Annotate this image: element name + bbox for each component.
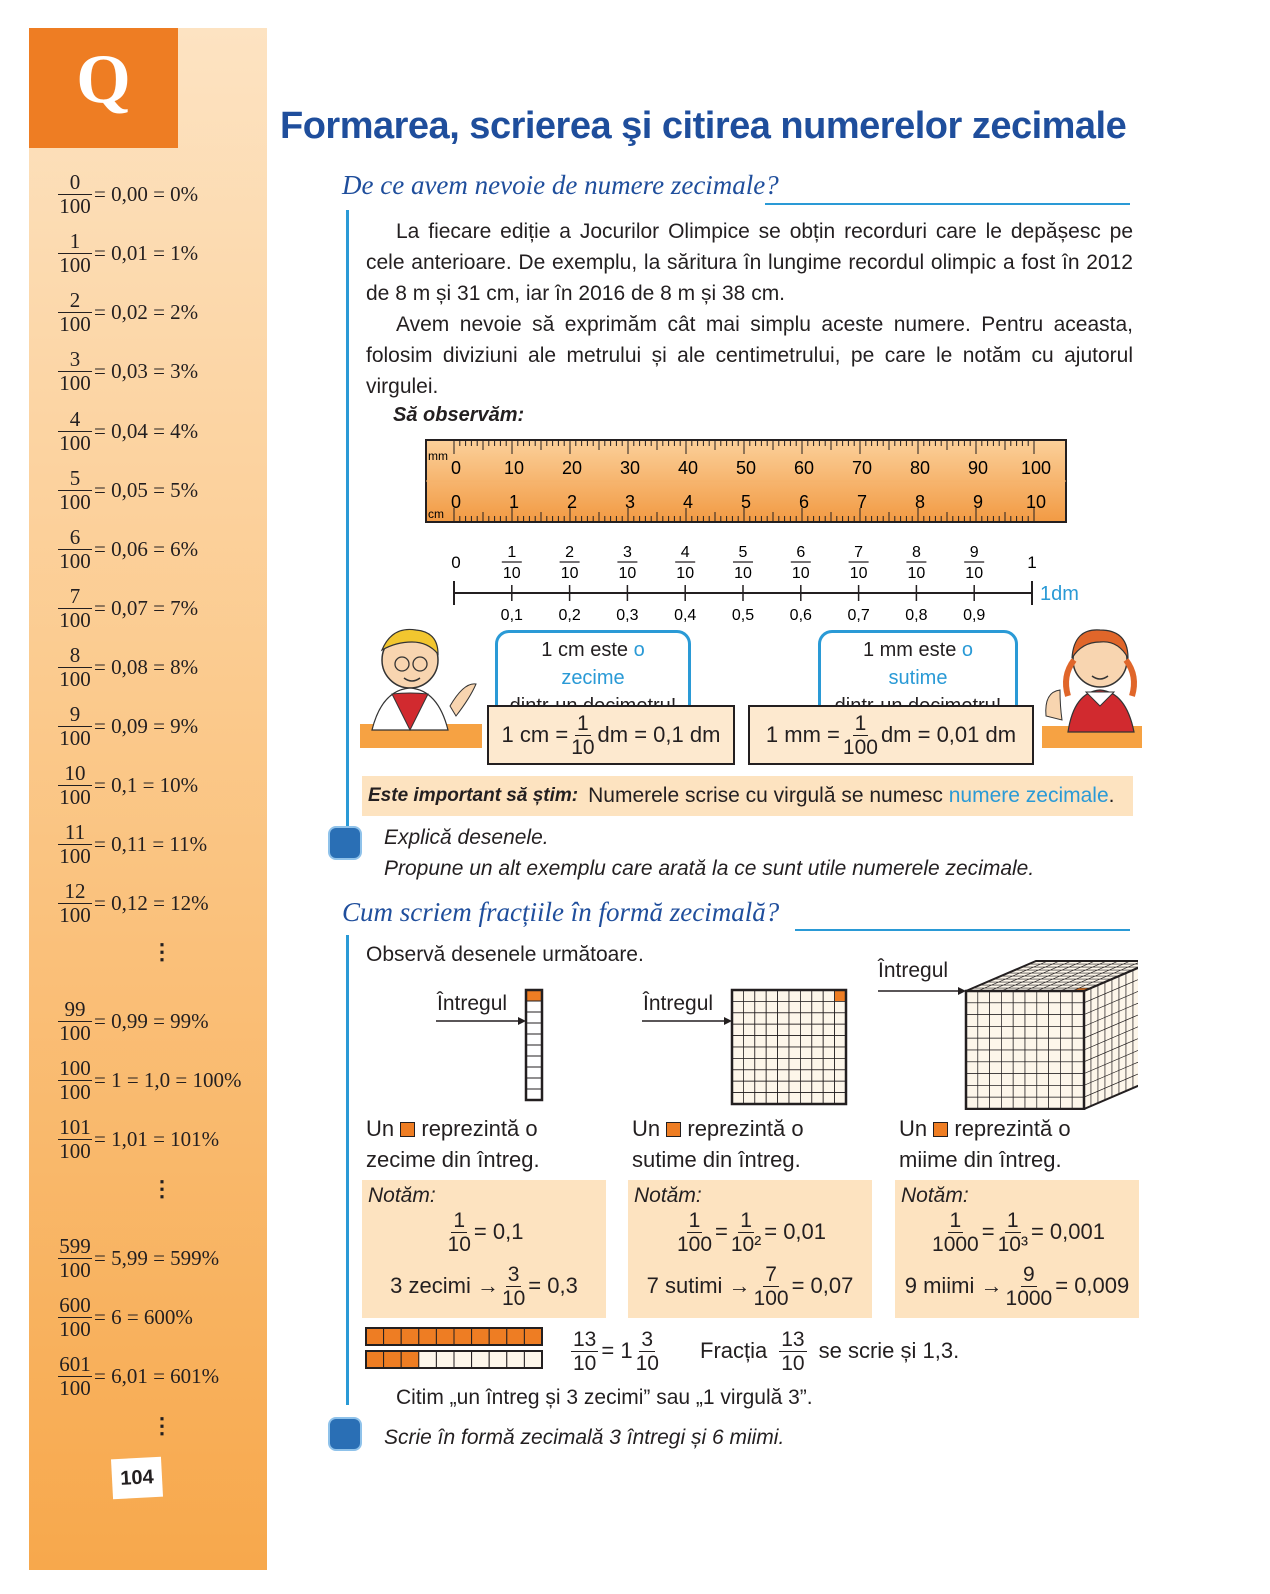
- conversion-value: = 6,01 = 601%: [94, 1364, 220, 1388]
- ruler-mm-label: 80: [909, 458, 931, 478]
- conversion-value: = 0,02 = 2%: [94, 300, 199, 324]
- box-text: 1 mm =: [765, 722, 840, 747]
- numberline-fraction-denominator: 10: [965, 565, 984, 582]
- small-cube-icon: [933, 1122, 948, 1137]
- conversion-value: = 0,12 = 12%: [94, 891, 209, 915]
- numberline-fraction-numerator: 7: [854, 544, 864, 561]
- fraction: $\frac{100}{100}$: [59, 1056, 91, 1104]
- ruler-cm-label: 7: [856, 492, 868, 512]
- sidebar-conversion-row: [58, 1117, 219, 1162]
- fraction: $\frac{99}{100}$: [59, 997, 91, 1045]
- notation-label: Notăm:: [901, 1184, 969, 1207]
- fraction: $\frac{10}{100}$: [59, 761, 91, 809]
- pencil-icon: [328, 826, 362, 860]
- notation-label: Notăm:: [634, 1184, 702, 1207]
- ruler-mm-label: 20: [561, 458, 583, 478]
- ruler-cm-label: 3: [624, 492, 636, 512]
- numberline-fraction-numerator: 1: [507, 544, 517, 561]
- numberline-decimal: 0,2: [558, 607, 581, 624]
- important-text: Numerele scrise cu virgulă se numesc: [588, 784, 943, 807]
- numberline-fraction-numerator: 9: [969, 544, 979, 561]
- ruler-cm-label: 8: [914, 492, 926, 512]
- conversion-value: = 5,99 = 599%: [94, 1246, 220, 1270]
- important-label: Este important să știm:: [368, 785, 579, 806]
- small-cube-icon: [666, 1122, 681, 1137]
- section-underline: [765, 203, 1130, 205]
- ruler-mm-label: 60: [793, 458, 815, 478]
- sidebar-conversion-row: [58, 1058, 242, 1103]
- numberline-fraction-numerator: 4: [680, 544, 690, 561]
- numberline-fraction-denominator: 10: [676, 565, 695, 582]
- sidebar-conversion-row: [58, 409, 198, 454]
- sidebar-conversion-row: [58, 1354, 219, 1399]
- notation-equation: 1 1000 = $\frac{1}{\text{10³}}$ = 0,001: [932, 1208, 1105, 1256]
- ruler-cm-label: 5: [740, 492, 752, 512]
- notation-box: [628, 1180, 872, 1318]
- sidebar-conversion-row: [58, 763, 198, 808]
- tenths-bar-figure: [430, 985, 550, 1107]
- numberline-decimal: 0,6: [789, 607, 812, 624]
- unit-caption: Un reprezintă o sutime din întreg.: [632, 1116, 804, 1172]
- numberline-fraction-denominator: 10: [560, 565, 579, 582]
- notation-equation: 7 sutimi → $\frac{7}{100}$ = 0,07: [646, 1262, 854, 1310]
- ruler-cm-label: 10: [1025, 492, 1047, 512]
- fraction: $\frac{0}{100}$: [59, 170, 91, 218]
- notation-label: Notăm:: [368, 1184, 436, 1207]
- conversion-value: = 0,00 = 0%: [94, 182, 199, 206]
- numberline-decimal: 0,5: [731, 607, 755, 624]
- numberline-decimal: 0,4: [674, 607, 697, 624]
- ruler-cm-label: 0: [450, 492, 462, 512]
- ruler-unit-label: cm: [428, 507, 444, 521]
- numberline-decimal: 0,3: [616, 607, 639, 624]
- sidebar-conversion-row: [58, 586, 198, 631]
- sidebar-conversion-row: [58, 468, 198, 513]
- ruler-cm-label: 6: [798, 492, 810, 512]
- numberline-fraction-denominator: 10: [734, 565, 752, 582]
- sidebar-dots: ⋮: [151, 1413, 173, 1438]
- conversion-value: = 0,04 = 4%: [94, 419, 199, 443]
- sidebar-conversion-row: [58, 1236, 219, 1281]
- unit-caption: Un reprezintă o zecime din întreg.: [366, 1116, 540, 1172]
- section-margin-line: [346, 935, 349, 1405]
- tenths-bars-figure: [365, 1326, 545, 1372]
- sidebar-conversion-row: [58, 172, 198, 217]
- ruler-mm-label: 40: [677, 458, 699, 478]
- sidebar-conversion-row: [58, 1295, 193, 1340]
- notation-equation: $\frac{1}{10}$ = 0,1: [447, 1208, 524, 1256]
- fraction: $\frac{1}{10}$: [571, 711, 595, 759]
- conversion-value: = 0,1 = 10%: [94, 773, 199, 797]
- boy-illustration: [352, 620, 482, 750]
- numberline-fraction-denominator: 10: [618, 565, 637, 582]
- conversion-value: = 0,08 = 8%: [94, 655, 199, 679]
- reading-text: Citim „un întreg și 3 zecimi” sau „1 virgulă 3”.: [396, 1386, 813, 1409]
- numberline-start: 0: [451, 553, 461, 572]
- whole-label: Întregul: [437, 992, 508, 1015]
- notation-box: [362, 1180, 606, 1318]
- fraction: $\frac{599}{100}$: [59, 1234, 91, 1282]
- fraction: $\frac{7}{100}$: [59, 584, 91, 632]
- conversion-value: = 0,99 = 99%: [94, 1009, 209, 1033]
- conversion-value: = 0,07 = 7%: [94, 596, 199, 620]
- ruler-mm-label: 0: [450, 458, 462, 478]
- page-number: 104: [111, 1457, 163, 1500]
- numberline-decimal: 0,8: [905, 607, 928, 624]
- task-2: Scrie în formă zecimală 3 întregi și 6 miimi.: [384, 1426, 785, 1449]
- girl-illustration: [1038, 620, 1144, 752]
- section-margin-line: [346, 210, 349, 835]
- section-heading: De ce avem nevoie de numere zecimale?: [342, 170, 779, 200]
- ruler-mm-label: 30: [619, 458, 641, 478]
- fraction: $\frac{601}{100}$: [59, 1352, 91, 1400]
- fraction: $\frac{12}{100}$: [59, 879, 91, 927]
- sidebar-conversion-row: [58, 822, 207, 867]
- bubble-highlight: o sutime: [888, 639, 974, 689]
- numberline-decimal: 0,1: [500, 607, 523, 624]
- fraction: $\frac{3}{100}$: [59, 347, 91, 395]
- ruler: [422, 436, 1072, 528]
- box-text: 1 cm =: [501, 722, 569, 747]
- numberline-end: 1: [1027, 553, 1037, 572]
- numberline-fraction-denominator: 10: [502, 565, 521, 582]
- thousandths-cube-figure: [872, 955, 1138, 1110]
- numberline-decimal: 0,7: [847, 607, 870, 624]
- fraction: $\frac{9}{100}$: [59, 702, 91, 750]
- fraction: $\frac{101}{100}$: [59, 1115, 91, 1163]
- whole-label: Întregul: [878, 959, 949, 982]
- box-text: dm = 0,1 dm: [597, 722, 721, 747]
- conversion-value: = 6 = 600%: [94, 1305, 193, 1329]
- conversion-value: = 0,05 = 5%: [94, 478, 199, 502]
- conversion-value: = 1 = 1,0 = 100%: [94, 1068, 242, 1092]
- notation-equation: 1 100 = $\frac{1}{\text{10²}}$ = 0,01: [676, 1208, 827, 1256]
- number-line: [440, 536, 1090, 628]
- mixed-number-equation: $\frac{13}{10}$ = 1 3 10: [573, 1327, 659, 1375]
- paragraph-2: Avem nevoie să exprimăm cât mai simplu aceste numere. Pentru aceasta, folosim diviziuni ale metrului și ale centimetrului, pe care le notăm cu ajutorul virgulei.: [366, 313, 1133, 398]
- conversion-value: = 0,06 = 6%: [94, 537, 199, 561]
- ruler-cm-label: 9: [972, 492, 984, 512]
- fraction-statement: Fracția 13 10 se scrie și 1,3.: [700, 1327, 960, 1375]
- ruler-unit-label: mm: [428, 449, 448, 463]
- sidebar-conversion-row: [58, 349, 198, 394]
- hundredths-grid-figure: [636, 985, 856, 1107]
- observe-intro: Observă desenele următoare.: [366, 943, 644, 966]
- small-cube-icon: [400, 1122, 415, 1137]
- bubble-text: 1 cm este: [541, 639, 634, 661]
- numberline-fraction-numerator: 5: [738, 544, 748, 561]
- notation-box: [895, 1180, 1139, 1318]
- conversion-value: = 0,01 = 1%: [94, 241, 199, 265]
- numberline-fraction-numerator: 3: [622, 544, 632, 561]
- observe-label: Să observăm:: [393, 404, 525, 426]
- fraction: $\frac{5}{100}$: [59, 466, 91, 514]
- ruler-cm-label: 1: [508, 492, 520, 512]
- ruler-mm-label: 50: [735, 458, 757, 478]
- paragraph-1: La fiecare ediție a Jocurilor Olimpice se obțin recorduri care le depășesc pe cele anterioare. De exemplu, la săritura în lungime recordul olimpic a fost în 2012 de 8 m și 31 cm, iar în 2016 de 8 m și 38 cm.: [366, 220, 1133, 305]
- sidebar-dots: ⋮: [151, 939, 173, 964]
- fraction: $\frac{1}{100}$: [59, 229, 91, 277]
- bubble-highlight: o zecime: [561, 639, 645, 689]
- numberline-decimal: 0,9: [963, 607, 986, 624]
- numberline-fraction-denominator: 10: [791, 565, 810, 582]
- numberline-fraction-denominator: 10: [849, 565, 868, 582]
- important-box: Este important să știm: Numerele scrise cu virgulă se numesc numere zecimale .: [362, 776, 1133, 816]
- ruler-mm-label: 90: [967, 458, 989, 478]
- pencil-icon: [328, 1417, 362, 1451]
- important-highlight: numere zecimale: [948, 784, 1109, 807]
- chapter-letter: Q: [76, 41, 131, 118]
- numberline-fraction-numerator: 2: [565, 544, 575, 561]
- sidebar-conversion-row: [58, 290, 198, 335]
- unit-caption: Un reprezintă o miime din întreg.: [899, 1116, 1071, 1172]
- ruler-mm-label: 70: [851, 458, 873, 478]
- ruler-mm-label: 10: [503, 458, 525, 478]
- conversion-value: = 0,09 = 9%: [94, 714, 199, 738]
- numberline-fraction-numerator: 6: [796, 544, 806, 561]
- fraction: $\frac{4}{100}$: [59, 407, 91, 455]
- mm-dm-box: [748, 705, 1034, 765]
- fraction: $\frac{11}{100}$: [59, 820, 91, 868]
- section-underline: [795, 929, 1130, 931]
- fraction: $\frac{2}{100}$: [59, 288, 91, 336]
- numberline-fraction-denominator: 10: [907, 565, 926, 582]
- conversion-value: = 0,11 = 11%: [94, 832, 208, 856]
- numberline-fraction-numerator: 8: [911, 544, 921, 561]
- sidebar-conversion-row: [58, 645, 198, 690]
- fraction: $\frac{1}{100}$: [842, 711, 878, 759]
- task-1: Explică desenele. Propune un alt exemplu care arată la ce sunt utile numerele zecimale.: [384, 826, 1035, 880]
- cm-dm-box: [487, 705, 735, 765]
- conversion-value: = 0,03 = 3%: [94, 359, 199, 383]
- page-title: Formarea, scrierea şi citirea numerelor zecimale: [280, 105, 1127, 147]
- sidebar-conversion-row: [58, 231, 198, 276]
- sidebar-dots: ⋮: [151, 1176, 173, 1201]
- notation-equation: 9 miimi → $\frac{9}{1000}$ = 0,009: [904, 1262, 1130, 1310]
- ruler-cm-label: 2: [566, 492, 578, 512]
- ruler-cm-label: 4: [682, 492, 694, 512]
- section-heading: Cum scriem fracțiile în formă zecimală?: [342, 897, 780, 927]
- notation-equation: 3 zecimi → $\frac{3}{10}$ = 0,3: [390, 1262, 578, 1310]
- whole-label: Întregul: [643, 992, 714, 1015]
- fraction: $\frac{6}{100}$: [59, 525, 91, 573]
- sidebar-conversion-row: [58, 527, 198, 572]
- sidebar-conversion-row: [58, 881, 209, 926]
- fraction: $\frac{8}{100}$: [59, 643, 91, 691]
- bubble-text: 1 mm este: [862, 639, 962, 661]
- ruler-mm-label: 100: [1020, 458, 1052, 478]
- box-text: dm = 0,01 dm: [880, 722, 1017, 747]
- conversion-value: = 1,01 = 101%: [94, 1127, 220, 1151]
- sidebar-conversion-row: [58, 704, 198, 749]
- sidebar-conversion-row: [58, 999, 209, 1044]
- fraction: $\frac{600}{100}$: [59, 1293, 91, 1341]
- numberline-unit: 1dm: [1040, 583, 1079, 605]
